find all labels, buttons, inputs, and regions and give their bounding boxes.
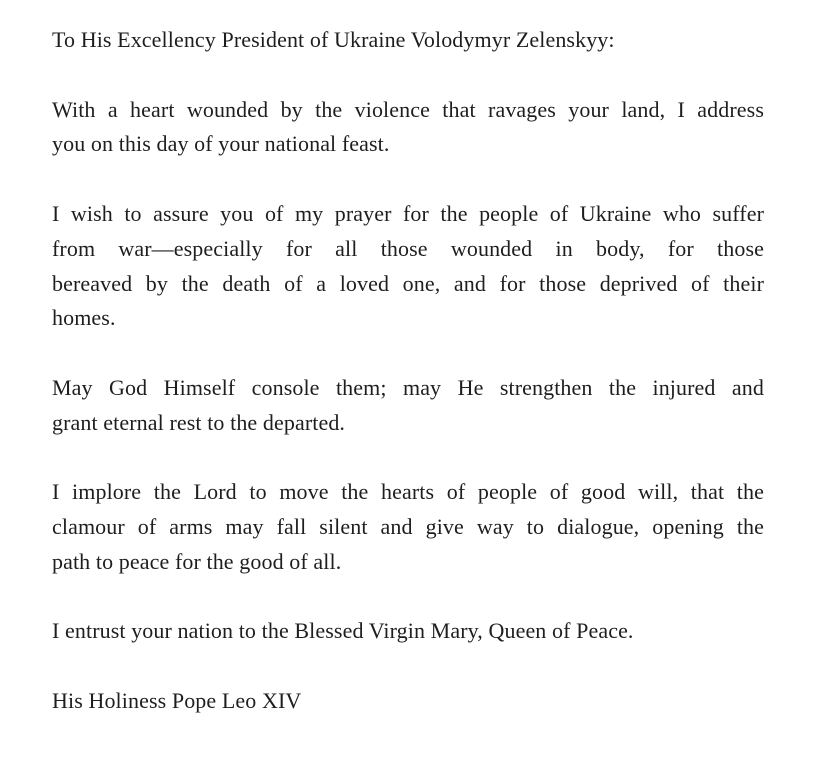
letter-line: May God Himself console them; may He strengthen the injured and xyxy=(52,374,764,400)
letter-line: I implore the Lord to move the hearts of people of good will, that the xyxy=(52,479,764,505)
letter-line: With a heart wounded by the violence that ravages your land, I address xyxy=(52,96,764,122)
signature-line: His Holiness Pope Leo XIV xyxy=(52,688,302,714)
paragraph xyxy=(52,197,764,336)
letter-line: I entrust your nation to the Blessed Virgin Mary, Queen of Peace. xyxy=(52,618,634,644)
letter-line: I wish to assure you of my prayer for the people of Ukraine who suffer xyxy=(52,201,764,227)
letter-line: you on this day of your national feast. xyxy=(52,131,390,157)
letter-line: path to peace for the good of all. xyxy=(52,548,342,574)
letter-line: clamour of arms may fall silent and give way to dialogue, opening the xyxy=(52,514,764,540)
letter-line: homes. xyxy=(52,305,116,331)
salutation-line: To His Excellency President of Ukraine Volodymyr Zelenskyy: xyxy=(52,27,615,52)
paragraph xyxy=(52,93,764,162)
paragraph xyxy=(52,614,764,649)
signature xyxy=(52,684,764,719)
letter-line: bereaved by the death of a loved one, and for those deprived of their xyxy=(52,270,764,296)
paragraph xyxy=(52,371,764,440)
salutation xyxy=(52,23,764,58)
letter-line: grant eternal rest to the departed. xyxy=(52,409,346,435)
letter-line: from war—especially for all those wounded in body, for those xyxy=(52,235,764,261)
paragraph xyxy=(52,475,764,579)
